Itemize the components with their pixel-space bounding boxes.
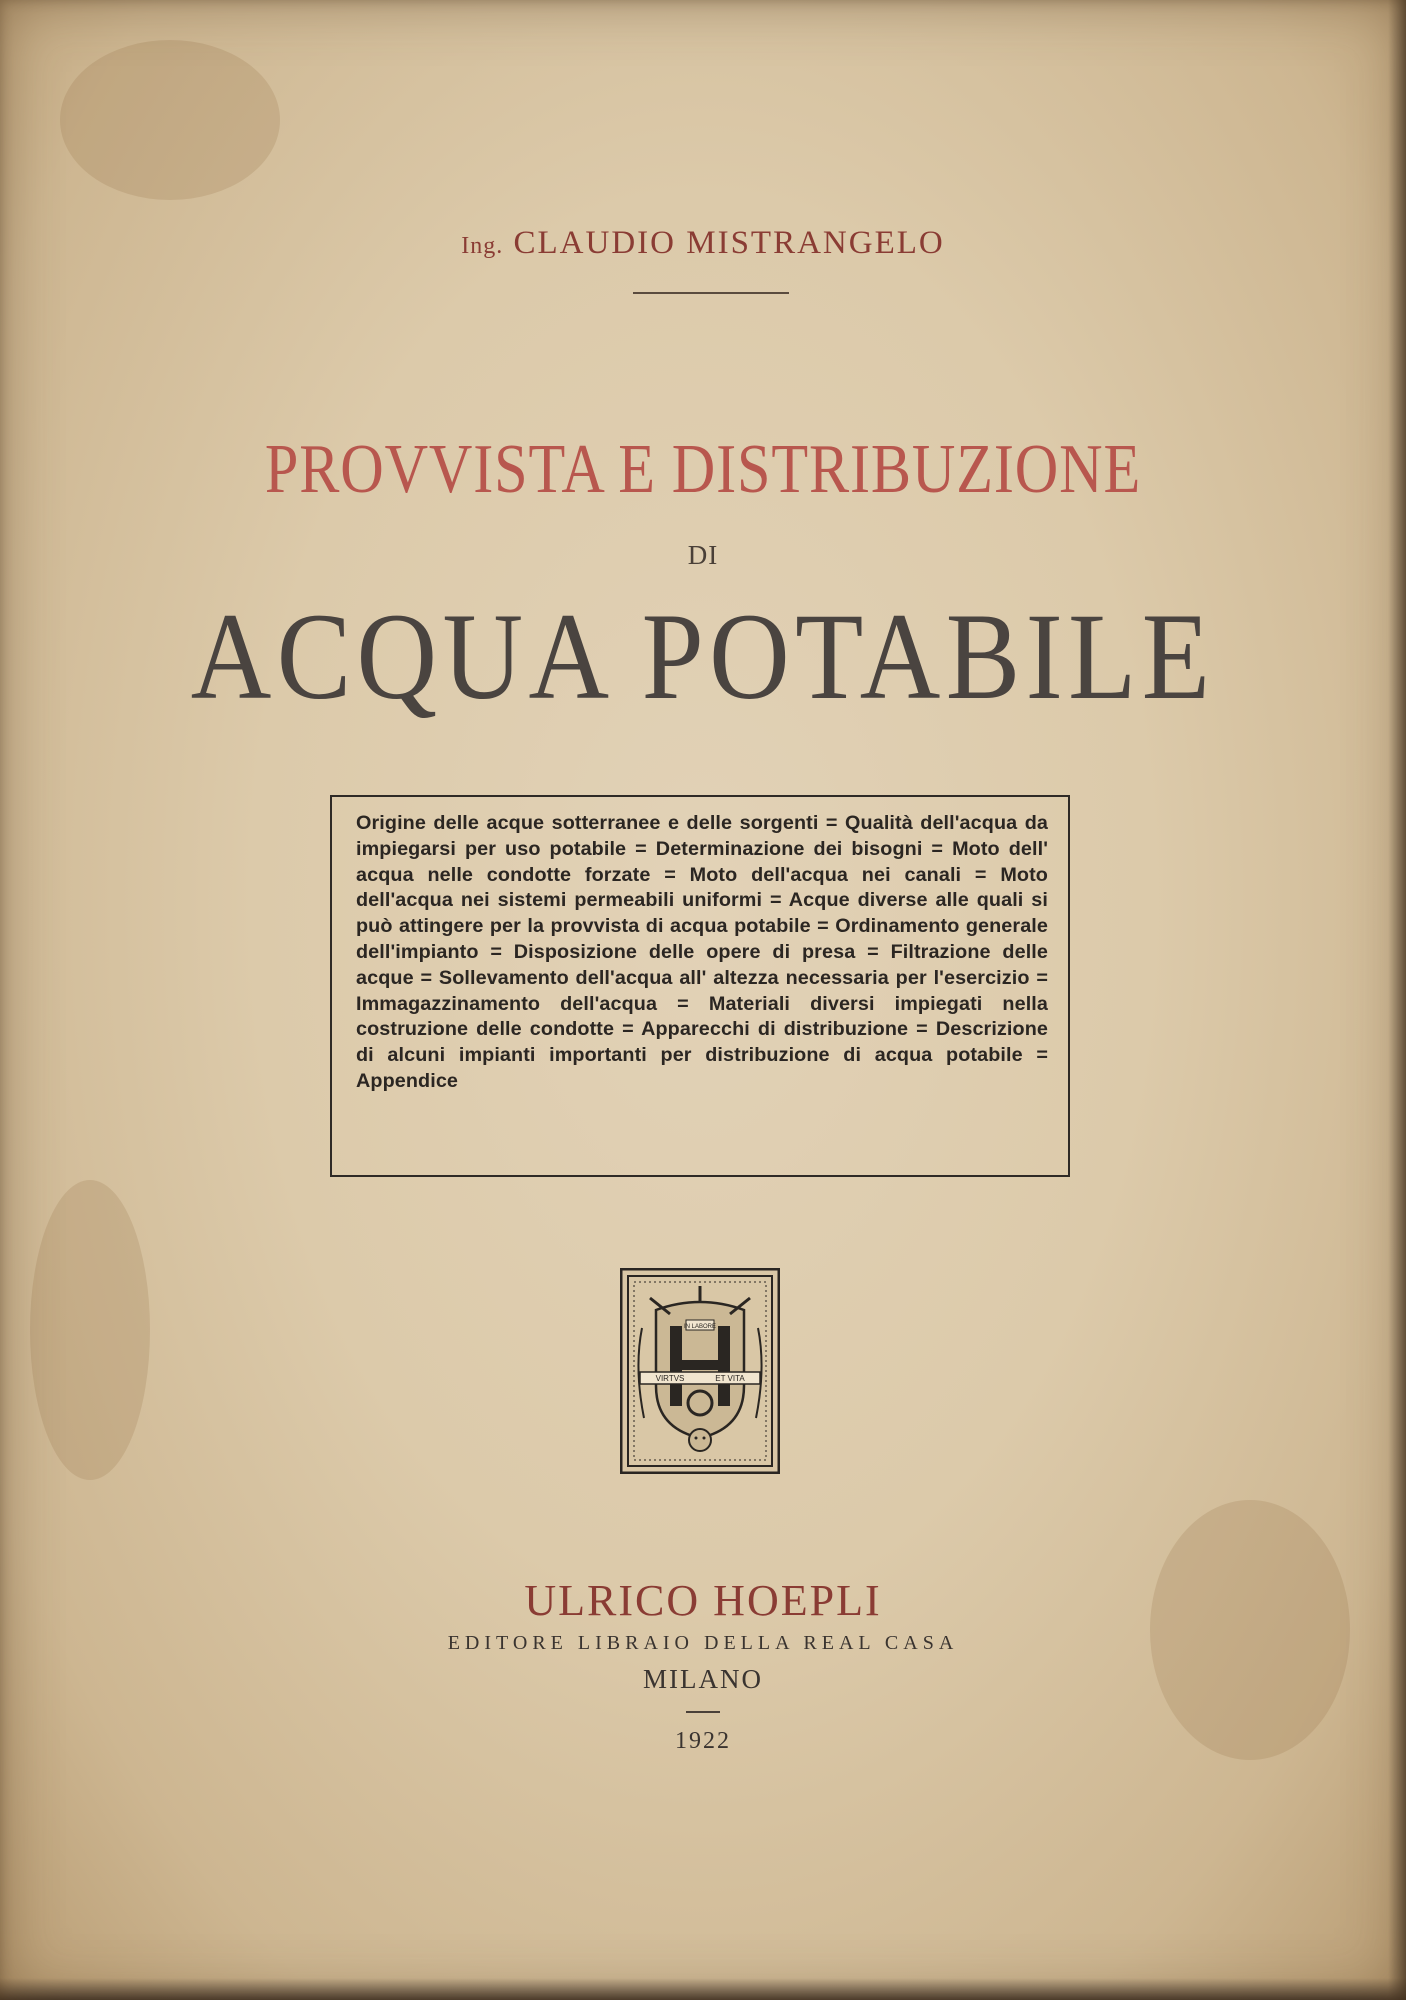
contents-box <box>330 795 1070 1177</box>
author-name: CLAUDIO MISTRANGELO <box>513 225 945 261</box>
svg-text:VIRTVS: VIRTVS <box>655 1374 685 1383</box>
publisher-subtitle: EDITORE LIBRAIO DELLA REAL CASA <box>447 1632 959 1654</box>
title-line-2: DI <box>687 540 719 570</box>
svg-text:ET VITA: ET VITA <box>715 1374 745 1383</box>
author-line <box>0 225 1406 262</box>
publisher-mark-icon <box>620 1268 780 1474</box>
svg-text:IN LABORE: IN LABORE <box>683 1324 717 1330</box>
publication-year: 1922 <box>675 1728 731 1754</box>
publisher-city: MILANO <box>643 1664 763 1694</box>
paper-stain <box>60 40 280 200</box>
author-divider <box>633 292 789 294</box>
page-edge-right <box>1388 0 1406 2000</box>
city-divider <box>686 1711 720 1713</box>
page-edge-bottom <box>0 1978 1406 2000</box>
paper-stain <box>1150 1500 1350 1760</box>
contents-text: Origine delle acque sotterranee e delle sorgenti = Qualità dell'acqua da impiegarsi per uso potabile = Determinazione dei bisogni = Moto dell' acqua nelle condotte forzate = Moto dell'acqua nei canali = Moto dell'acqua nei sistemi permeabili uniformi = Acque diverse alle quali si può attingere per la provvista di acqua potabile = Ordinamento generale dell'impianto = Disposizione delle opere di presa = Filtrazione delle acque = Sollevamento dell'acqua all' altezza necessaria per l'esercizio = Immagazzinamento dell'acqua = Materiali diversi impiegati nella costruzione delle condotte = Apparecchi di distribuzione = Descrizione di alcuni impianti importanti per distribuzione di acqua potabile = Appendice <box>356 812 1048 1092</box>
title-line-1: PROVVISTA E DISTRIBUZIONE <box>264 431 1142 508</box>
publisher-name: ULRICO HOEPLI <box>524 1576 882 1625</box>
paper-stain <box>30 1180 150 1480</box>
author-prefix: Ing. <box>461 233 504 259</box>
title-line-3: ACQUA POTABILE <box>190 588 1216 725</box>
